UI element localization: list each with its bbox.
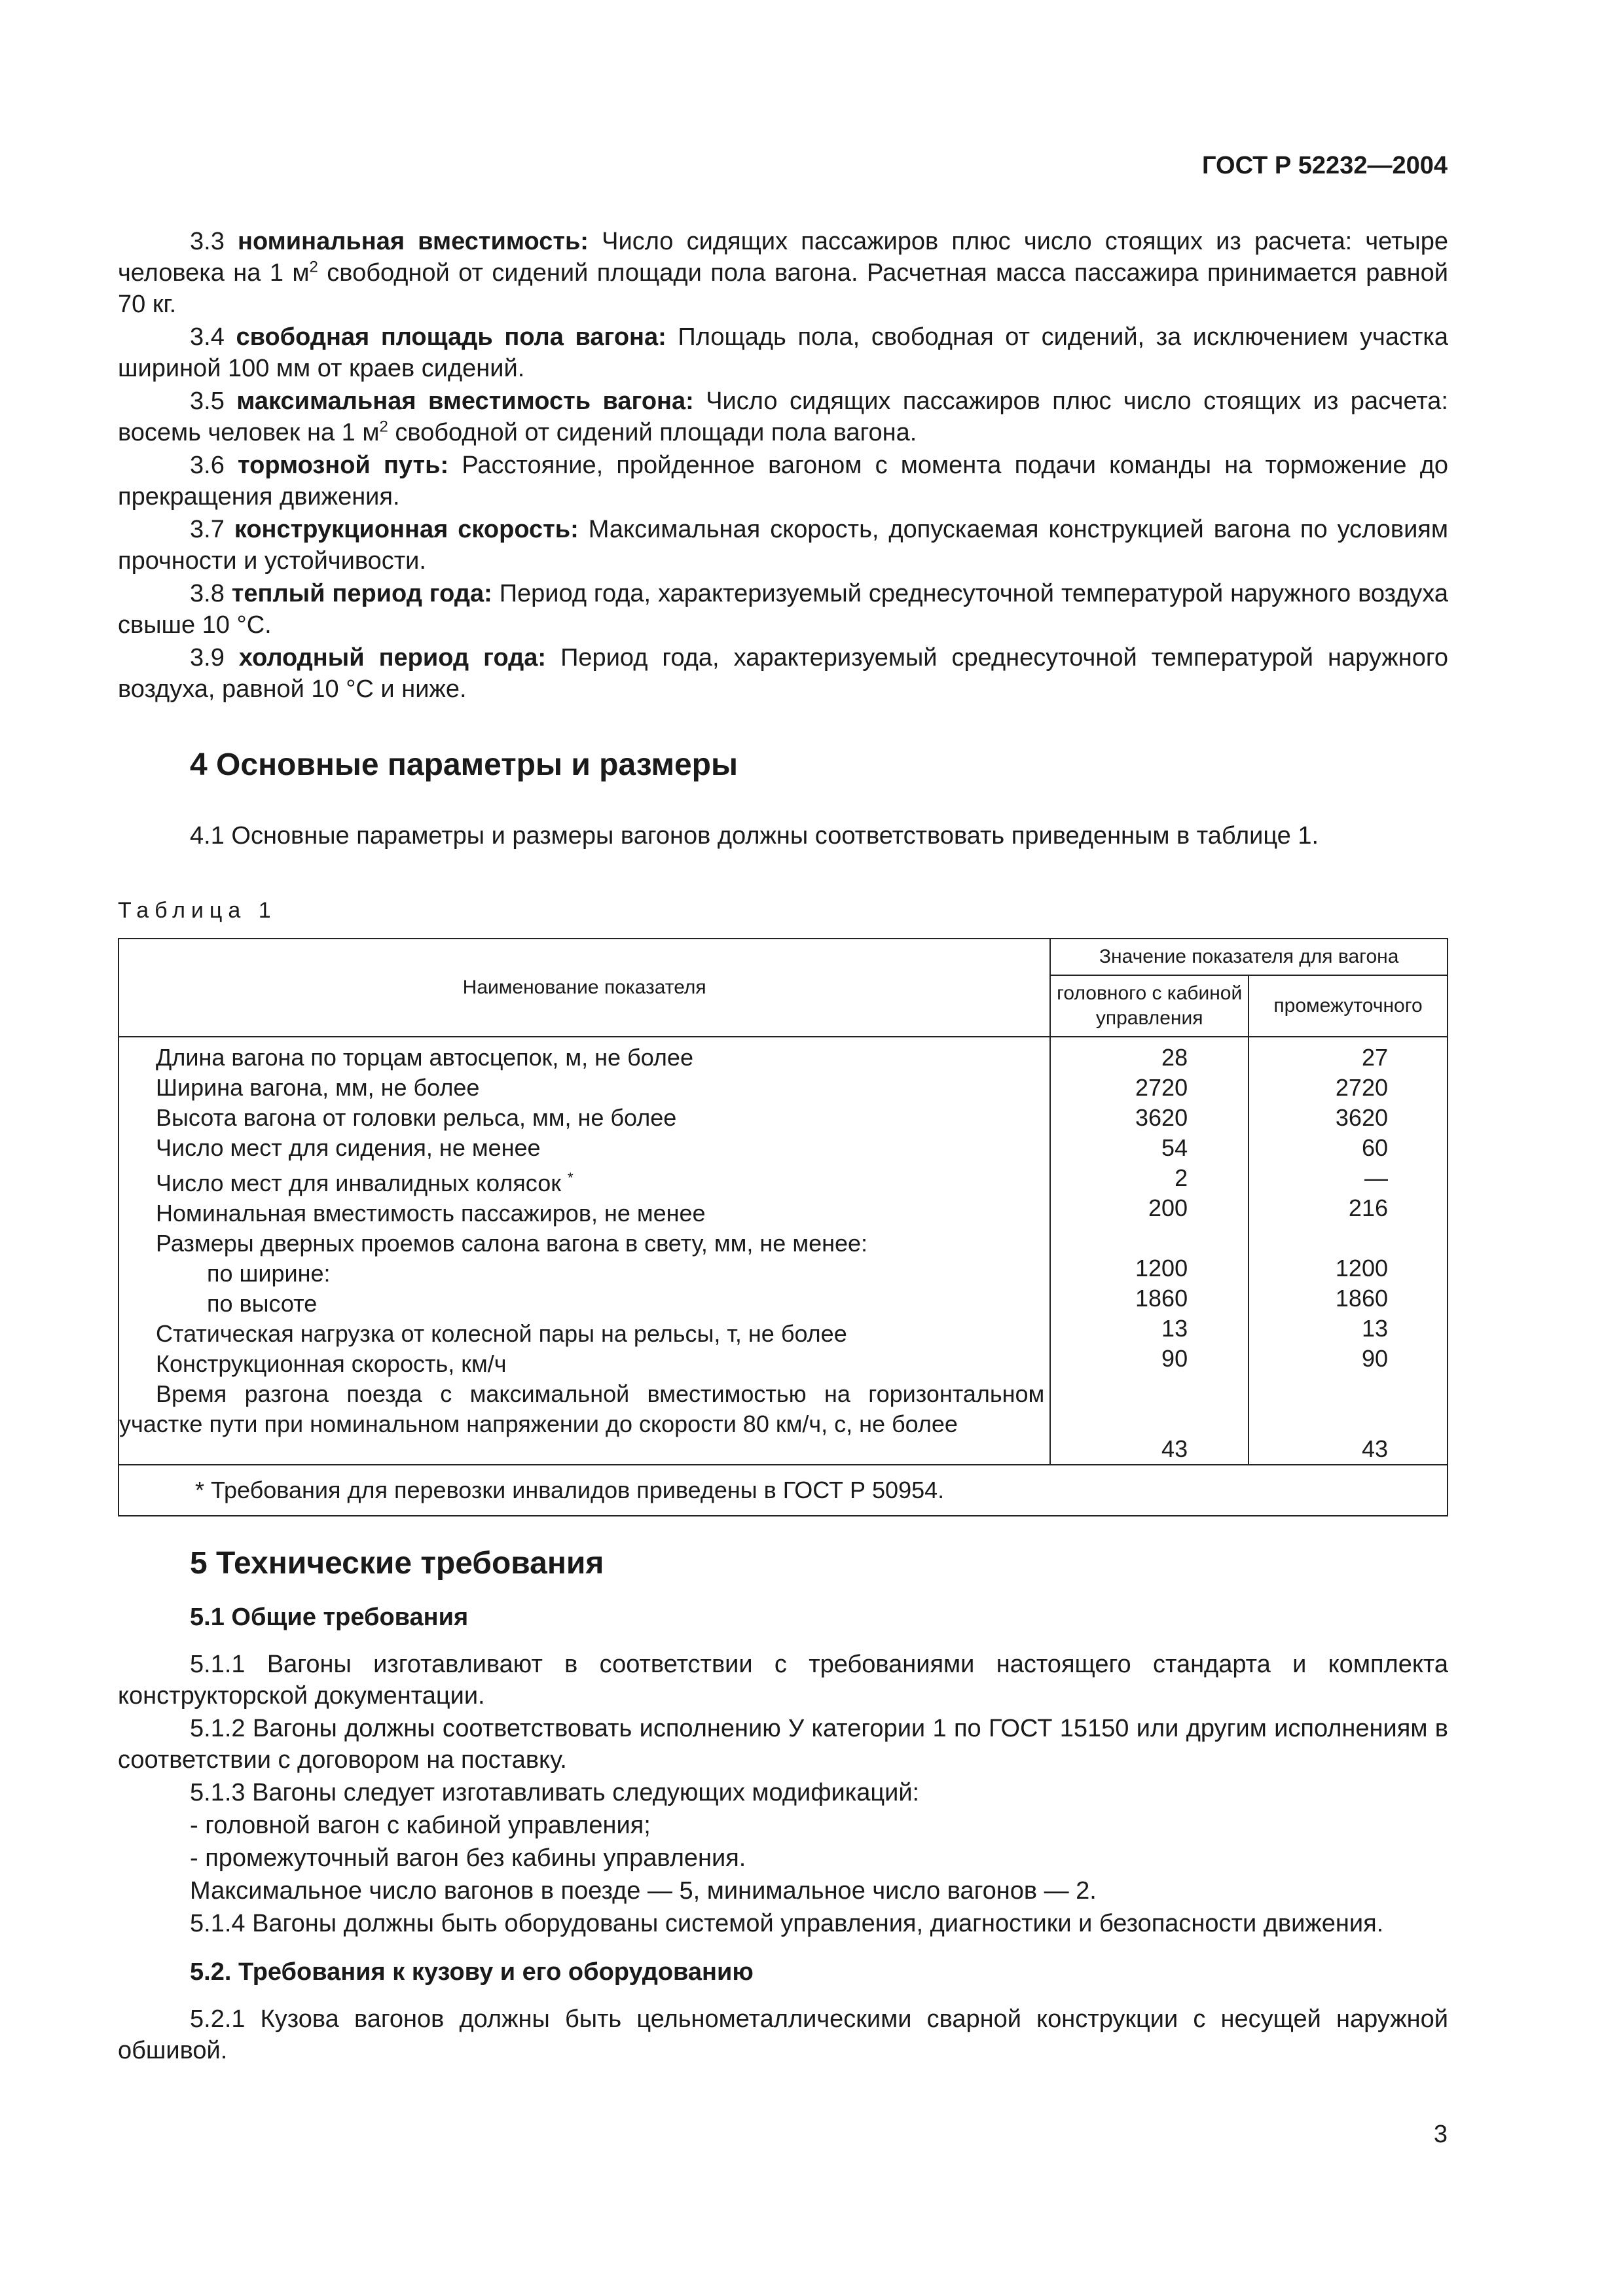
parameters-table <box>118 938 1448 1516</box>
table-row-name: по ширине: <box>207 1260 331 1287</box>
table-cell: 27 <box>1361 1044 1388 1071</box>
table-row-name: Высота вагона от головки рельса, мм, не более <box>156 1104 677 1131</box>
table-cell: 3620 <box>1135 1104 1188 1131</box>
table-cell: 13 <box>1161 1315 1188 1342</box>
table-cell: 216 <box>1348 1194 1388 1221</box>
table-cell <box>1051 1374 1188 1404</box>
page-content <box>118 226 1448 2068</box>
table-row-name: Ширина вагона, мм, не более <box>156 1074 480 1101</box>
table-row-name: Число мест для сидения, не менее <box>156 1134 541 1161</box>
page-number: 3 <box>1433 2121 1448 2148</box>
table-row-name: Статическая нагрузка от колесной пары на рельсы, т, не более <box>156 1320 847 1347</box>
names-column <box>119 1037 1050 1465</box>
header-intermediate-car: промежуточного <box>1249 975 1448 1037</box>
table-cell <box>1051 1223 1188 1253</box>
table-footnote-row <box>119 1465 1448 1516</box>
table-cell: 200 <box>1148 1194 1188 1221</box>
term-3-6: 3.6 тормозной путь: Расстояние, пройденное вагоном с момента подачи команды на торможение до прекращения движения. <box>118 452 1448 511</box>
table-footnote: * Требования для перевозки инвалидов приведены в ГОСТ Р 50954. <box>119 1465 1448 1516</box>
table-cell: 1860 <box>1135 1285 1188 1312</box>
term-3-5: 3.5 максимальная вместимость вагона: Число сидящих пассажиров плюс число стоящих из расчета: восемь человек на 1 $м^2$ свободной от сидений площади пола вагона. <box>118 387 1448 446</box>
paragraph-4-1: 4.1 Основные параметры и размеры вагонов должны соответствовать приведенным в таблице 1. <box>190 822 1319 850</box>
paragraph-5-1-2: 5.1.2 Вагоны должны соответствовать исполнению У категории 1 по ГОСТ 15150 или другим исполнениям в соответствии с договором на поставку. <box>118 1715 1448 1774</box>
table-row-name: Число мест для инвалидных колясок * <box>156 1170 574 1196</box>
table-cell: 54 <box>1161 1134 1188 1161</box>
paragraph-5-1-1: 5.1.1 Вагоны изготавливают в соответствии с требованиями настоящего стандарта и комплекта конструкторской документации. <box>118 1651 1448 1710</box>
table-cell: 1200 <box>1135 1255 1188 1282</box>
table-cell <box>1051 1404 1188 1434</box>
intermediate-values-column <box>1249 1037 1448 1465</box>
table-cell: — <box>1364 1164 1388 1191</box>
header-head-car: головного с кабиной управления <box>1050 975 1249 1037</box>
list-item: - головной вагон с кабиной управления; <box>190 1812 651 1839</box>
header-parameter-name: Наименование показателя <box>119 939 1050 1037</box>
term-3-8: 3.8 теплый период года: Период года, характеризуемый среднесуточной температурой наружного воздуха свыше 10 °С. <box>118 580 1449 639</box>
table-cell: 3620 <box>1335 1104 1388 1131</box>
section-4-title: 4 Основные параметры и размеры <box>190 747 738 782</box>
table-cell <box>1249 1404 1388 1434</box>
document-number: ГОСТ Р 52232—2004 <box>1202 152 1448 179</box>
table-cell: 1200 <box>1335 1255 1388 1282</box>
head-values-column <box>1050 1037 1249 1465</box>
table-body <box>119 1037 1448 1465</box>
section-5-title: 5 Технические требования <box>190 1546 604 1581</box>
paragraph-5-1-3-note: Максимальное число вагонов в поезде — 5, минимальное число вагонов — 2. <box>190 1877 1097 1905</box>
paragraph-5-2-1: 5.2.1 Кузова вагонов должны быть цельнометаллическими сварной конструкции с несущей наружной обшивой. <box>118 2005 1448 2064</box>
table-cell: 2720 <box>1135 1074 1188 1101</box>
table-row-name: Номинальная вместимость пассажиров, не менее <box>156 1200 706 1227</box>
table-cell: 2 <box>1175 1164 1188 1191</box>
table-cell: 1860 <box>1335 1285 1388 1312</box>
table-cell <box>1249 1223 1388 1253</box>
table-cell <box>1249 1374 1388 1404</box>
paragraph-5-1-3: 5.1.3 Вагоны следует изготавливать следующих модификаций: <box>190 1779 920 1806</box>
table-cell: 90 <box>1161 1345 1188 1372</box>
term-3-4: 3.4 свободная площадь пола вагона: Площадь пола, свободная от сидений, за исключением участка шириной 100 мм от краев сидений. <box>118 323 1448 382</box>
subsection-5-2-title: 5.2. Требования к кузову и его оборудованию <box>190 1958 754 1986</box>
table-caption: Таблица 1 <box>118 898 277 923</box>
table-cell: 13 <box>1361 1315 1388 1342</box>
table-row-name: Длина вагона по торцам автосцепок, м, не более <box>156 1044 693 1071</box>
table-cell: 43 <box>1361 1435 1388 1462</box>
list-item: - промежуточный вагон без кабины управления. <box>190 1844 746 1872</box>
table-cell: 43 <box>1161 1435 1188 1462</box>
table-row-name: по высоте <box>207 1290 318 1317</box>
term-3-3: 3.3 номинальная вместимость: Число сидящих пассажиров плюс число стоящих из расчета: четыре человека на 1 $м^2$ свободной от сидений площади пола вагона. Расчетная масса пассажира принимается равной 70 кг. <box>118 228 1448 318</box>
table-cell: 2720 <box>1335 1074 1388 1101</box>
term-3-9: 3.9 холодный период года: Период года, характеризуемый среднесуточной температурой наружного воздуха, равной 10 °С и ниже. <box>118 644 1448 703</box>
table-row-name: Время разгона поезда с максимальной вместимостью на горизонтальном участке пути при номинальном напряжении до скорости 80 км/ч, с, не более <box>119 1380 1045 1437</box>
term-3-7: 3.7 конструкционная скорость: Максимальная скорость, допускаемая конструкцией вагона по условиям прочности и устойчивости. <box>118 516 1448 575</box>
table-row-name: Конструкционная скорость, км/ч <box>156 1350 507 1377</box>
header-value-group: Значение показателя для вагона <box>1050 939 1448 975</box>
table-cell: 28 <box>1161 1044 1188 1071</box>
paragraph-5-1-4: 5.1.4 Вагоны должны быть оборудованы системой управления, диагностики и безопасности движения. <box>190 1910 1384 1937</box>
table-cell: 90 <box>1361 1345 1388 1372</box>
subsection-5-1-title: 5.1 Общие требования <box>190 1604 469 1631</box>
table-row-name: Размеры дверных проемов салона вагона в свету, мм, не менее: <box>156 1230 868 1257</box>
table-cell: 60 <box>1361 1134 1388 1161</box>
